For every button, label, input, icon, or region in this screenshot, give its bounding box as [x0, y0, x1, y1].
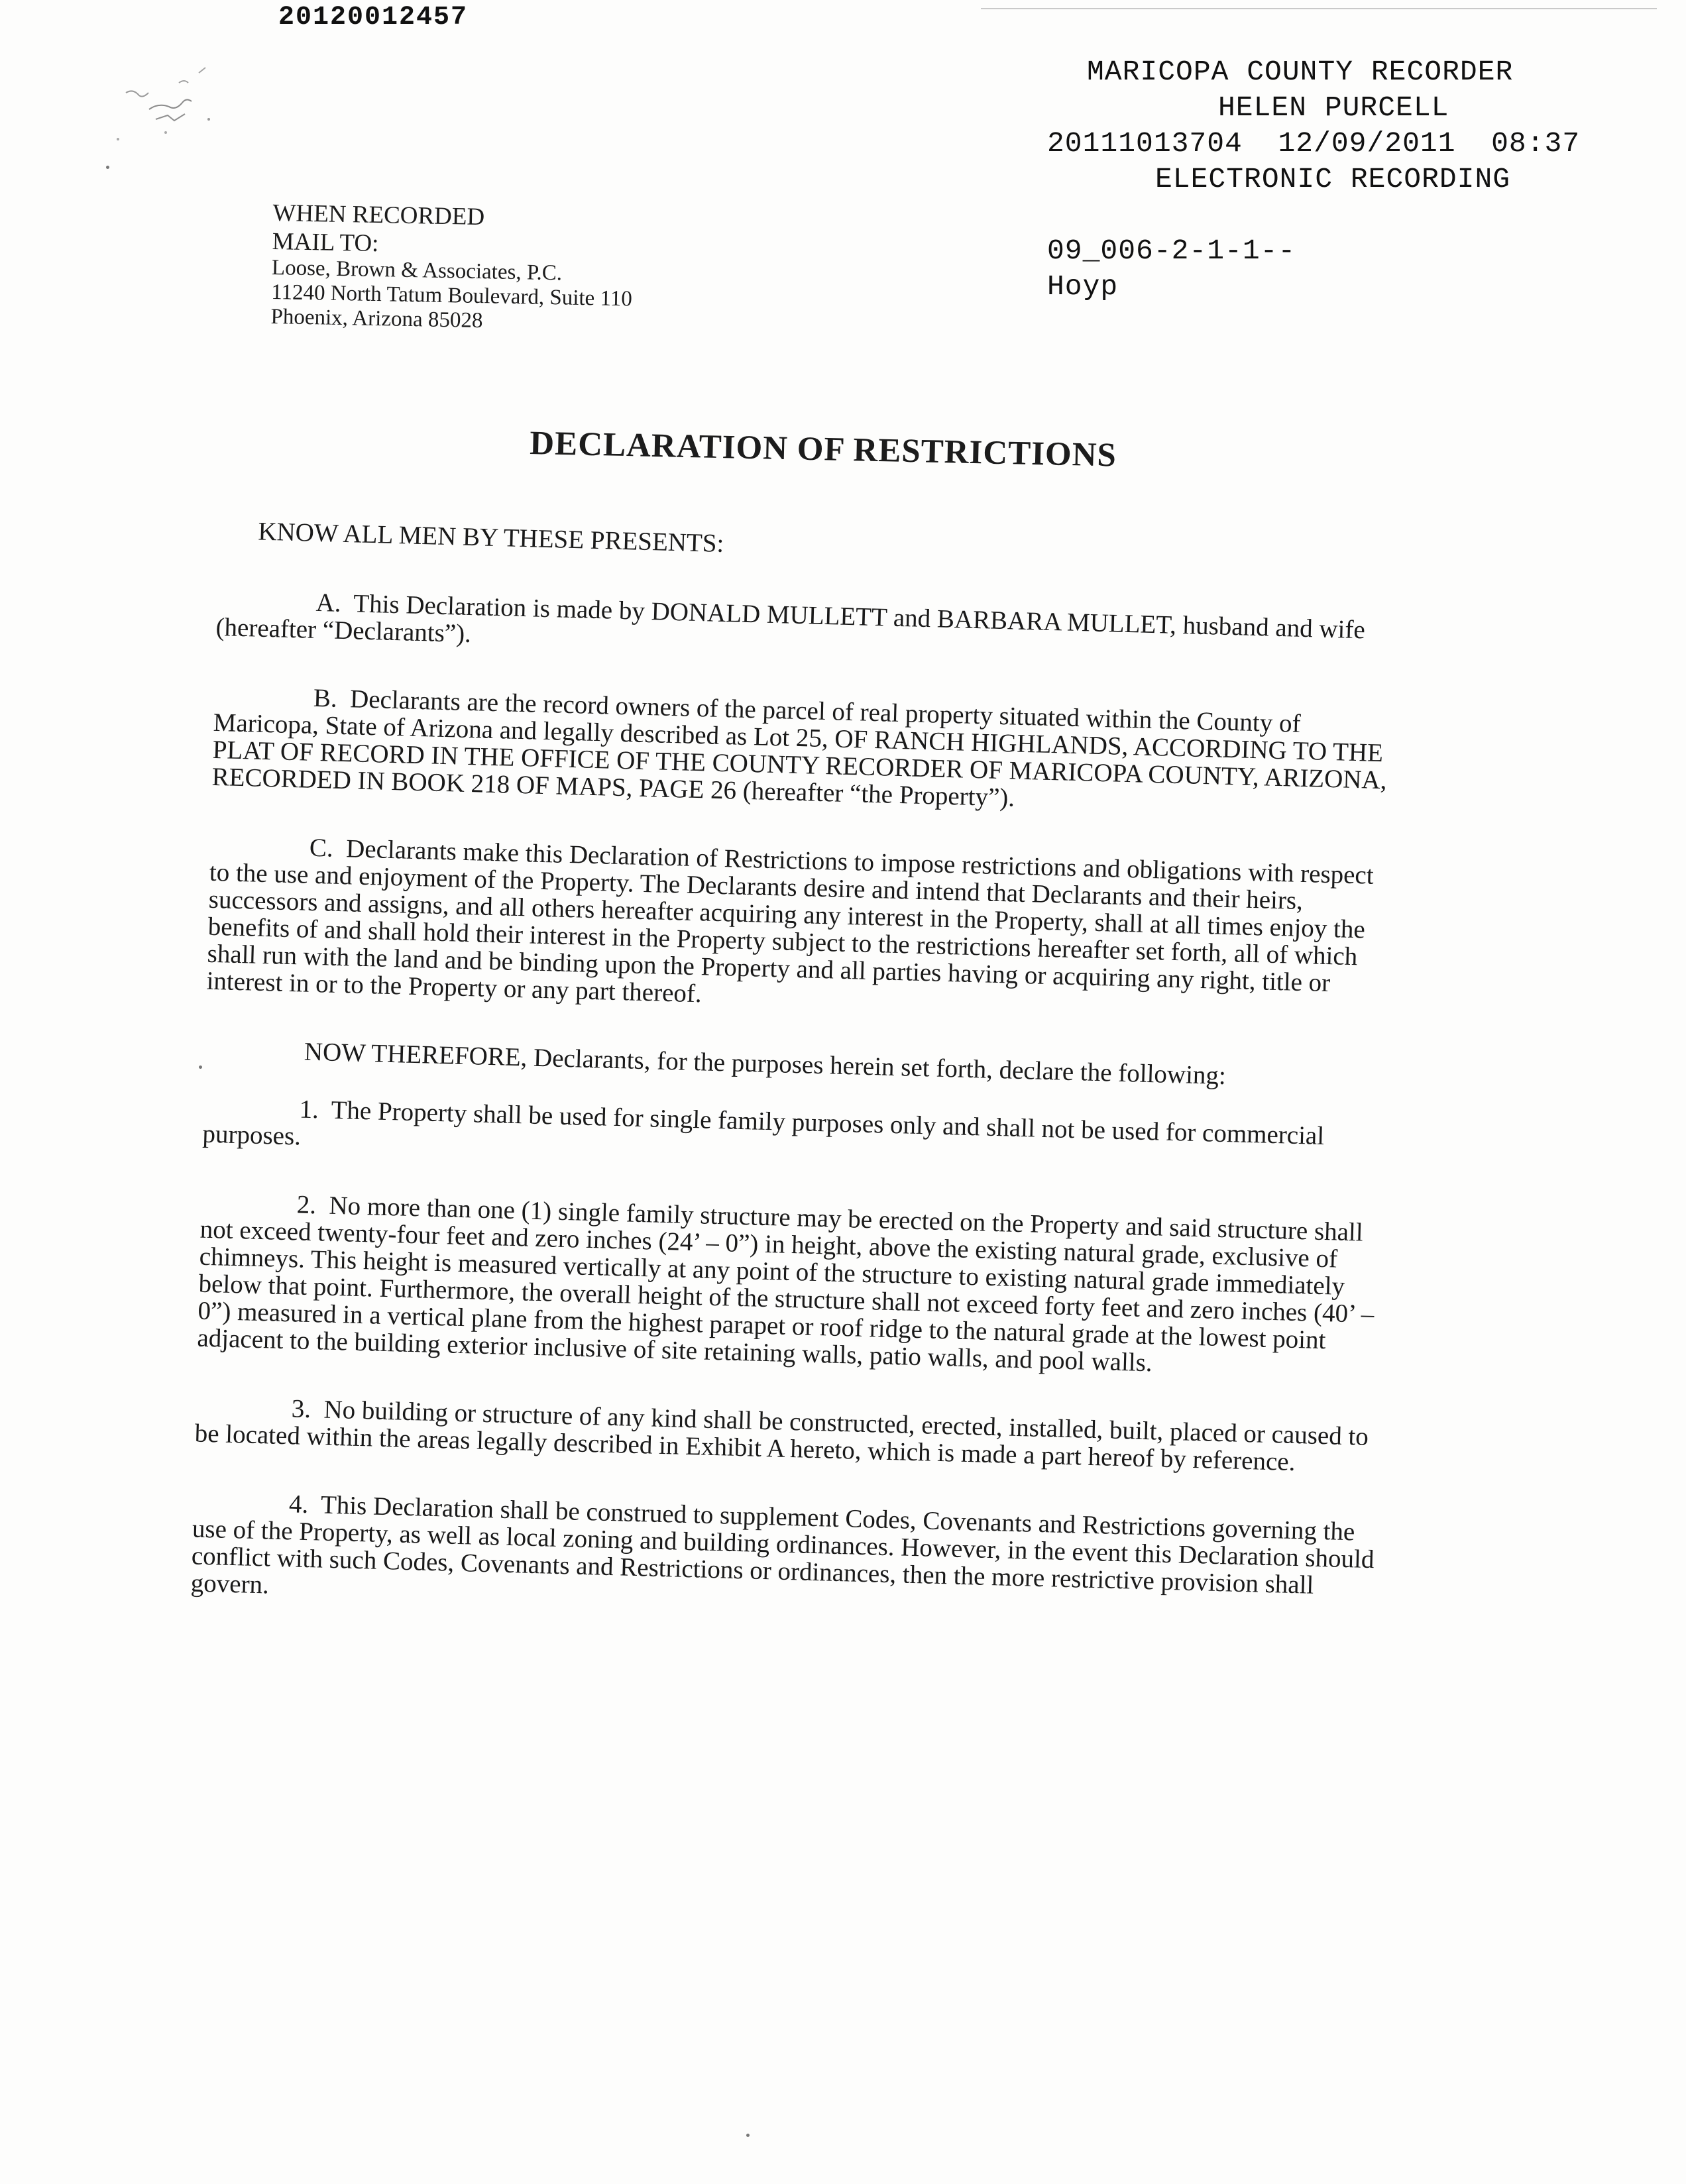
recording-number: 20111013704	[1047, 127, 1243, 160]
mail-to-city: Phoenix, Arizona 85028	[270, 304, 483, 333]
restriction-2-text: No more than one (1) single family structure may be erected on the Property and said structure shall not exceed twenty-four feet and zero inches (24’ – 0”) in height, above the existing natural grade, exclusive of chimneys. This height is measured vertically at any point of the structure to existing natural grade immediately below that point. Furthermore, the overall height of the structure shall not exceed forty feet and zero inches (40’ – 0”) measured in a vertical plane from the highest parapet or roof ridge to the natural grade at the lowest point adjacent to the building exterior inclusive of site retaining walls, patio walls, and pool walls.	[196, 1191, 1375, 1378]
recital-c	[206, 832, 1396, 1026]
top-scan-rule	[981, 8, 1657, 9]
recital-c-label: C.	[309, 833, 334, 863]
restriction-2-label: 2.	[296, 1190, 317, 1220]
recording-initials: Hoyp	[1047, 270, 1119, 303]
recital-c-text: Declarants make this Declaration of Restrictions to impose restrictions and obligations with respect to the use and enjoyment of the Property. The Declarants desire and intend that Declarants and their heirs, successors and assigns, and all others hereafter acquiring any interest in the Property, shall at all times enjoy the benefits of and shall hold their interest in the Property subject to the restrictions hereafter set forth, all of which shall run with the land and be binding upon the Property and all parties having or acquiring any right, title or interest in or to the Property or any part thereof.	[206, 834, 1375, 1009]
restriction-2	[197, 1189, 1387, 1383]
document-number: 20120012457	[278, 3, 469, 32]
scan-speck	[106, 166, 109, 169]
recital-a	[215, 586, 1403, 672]
mail-to-heading-line2: MAIL TO:	[272, 227, 379, 258]
mail-to-street: 11240 North Tatum Boulevard, Suite 110	[270, 280, 633, 311]
restriction-1-text: The Property shall be used for single family purposes only and shall not be used for commercial purposes.	[202, 1095, 1325, 1151]
mail-to-heading-line1: WHEN RECORDED	[272, 199, 485, 231]
scan-speck	[199, 1065, 202, 1069]
mail-to-firm: Loose, Brown & Associates, P.C.	[271, 255, 563, 286]
scan-speck	[746, 2134, 750, 2137]
mail-to-block	[270, 199, 634, 336]
intro-line: KNOW ALL MEN BY THESE PRESENTS:	[257, 517, 724, 558]
recital-b	[211, 682, 1400, 822]
recorder-name: HELEN PURCELL	[1218, 91, 1449, 124]
recording-type: ELECTRONIC RECORDING	[1155, 163, 1511, 195]
recital-b-label: B.	[313, 683, 338, 713]
recording-code: 09_006-2-1-1--	[1047, 235, 1296, 267]
restriction-3-text: No building or structure of any kind shall be constructed, erected, installed, built, placed or caused to be located within the areas legally described in Exhibit A hereto, which is made a part hereof by reference.	[194, 1395, 1369, 1477]
recital-a-label: A.	[315, 588, 342, 618]
recital-b-text: Declarants are the record owners of the parcel of real property situated within the County of Maricopa, State of Arizona and legally described as Lot 25, OF RANCH HIGHLANDS, ACCORDING TO THE PLAT OF RECORD IN THE OFFICE OF THE COUNTY RECORDER OF MARICOPA COUNTY, ARIZONA, RECORDED IN BOOK 218 OF MAPS, PAGE 26 (hereafter “the Property”).	[211, 684, 1387, 812]
restriction-4	[190, 1488, 1379, 1627]
restriction-3-label: 3.	[291, 1394, 311, 1424]
handwritten-scribble-mark	[99, 46, 245, 179]
restriction-4-text: This Declaration shall be construed to supplement Codes, Covenants and Restrictions governing the use of the Property, as well as local zoning and building ordinances. However, in the event this Declaration should conflict with such Codes, Covenants and Restrictions or ordinances, then the more restrictive provision shall govern.	[190, 1490, 1375, 1600]
recording-time: 08:37	[1491, 127, 1581, 160]
now-therefore-line: NOW THEREFORE, Declarants, for the purposes herein set forth, declare the following:	[304, 1037, 1227, 1091]
recital-a-text: This Declaration is made by DONALD MULLETT and BARBARA MULLET, husband and wife (hereafter “Declarants”).	[215, 589, 1366, 649]
recording-number-line	[1047, 126, 1580, 162]
restriction-1-label: 1.	[299, 1095, 319, 1124]
restriction-1	[202, 1093, 1390, 1179]
declaration-body	[190, 517, 1405, 1668]
recorder-office: MARICOPA COUNTY RECORDER	[1087, 56, 1514, 88]
restriction-3	[194, 1393, 1382, 1478]
document-title: DECLARATION OF RESTRICTIONS	[529, 424, 1117, 474]
recording-date: 12/09/2011	[1278, 127, 1456, 160]
restriction-4-label: 4.	[288, 1490, 309, 1519]
